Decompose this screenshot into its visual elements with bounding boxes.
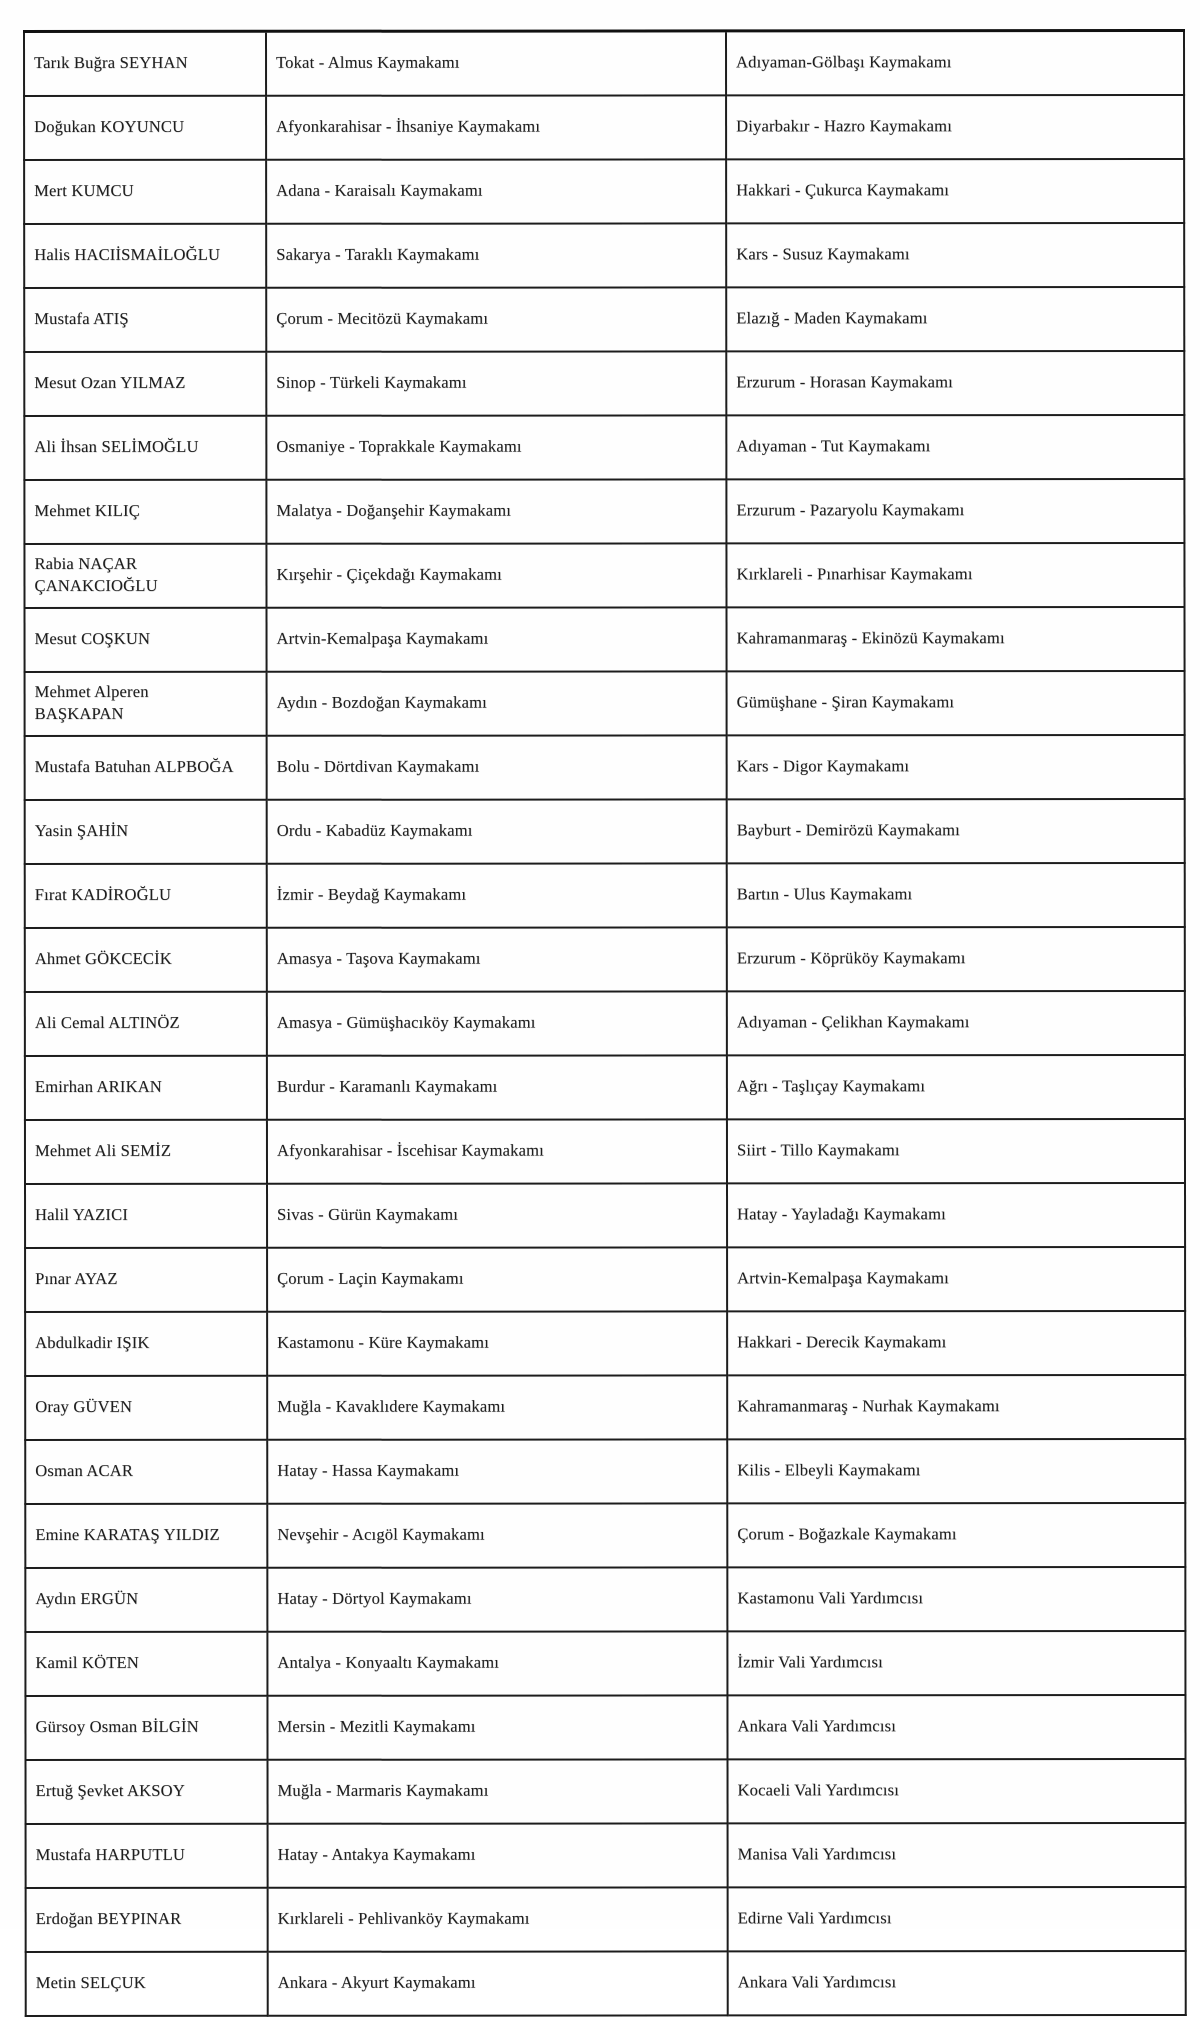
- name-cell: Pınar AYAZ: [25, 1248, 267, 1312]
- name-cell: Mert KUMCU: [24, 160, 266, 224]
- new-position-cell: Bartın - Ulus Kaymakamı: [727, 863, 1185, 927]
- current-position-cell: Hatay - Dörtyol Kaymakamı: [267, 1567, 727, 1631]
- name-cell: Mustafa HARPUTLU: [26, 1824, 268, 1888]
- table-row: [25, 1503, 1185, 1568]
- table-row: [25, 927, 1185, 992]
- new-position-cell: Kars - Susuz Kaymakamı: [726, 223, 1184, 287]
- name-cell: Halis HACIİSMAİLOĞLU: [24, 224, 266, 288]
- table-row: [24, 30, 1184, 96]
- table-row: [24, 479, 1184, 544]
- table-row: [25, 1439, 1185, 1504]
- name-cell: Doğukan KOYUNCU: [24, 96, 266, 160]
- name-cell: Halil YAZICI: [25, 1184, 267, 1248]
- current-position-cell: İzmir - Beydağ Kaymakamı: [267, 863, 727, 927]
- new-position-cell: Kahramanmaraş - Ekinözü Kaymakamı: [727, 607, 1185, 671]
- name-cell: Emine KARATAŞ YILDIZ: [25, 1504, 267, 1568]
- table-row: [26, 1951, 1186, 2016]
- current-position-cell: Osmaniye - Toprakkale Kaymakamı: [266, 415, 726, 479]
- new-position-cell: Siirt - Tillo Kaymakamı: [727, 1119, 1185, 1183]
- table-row: [24, 223, 1184, 288]
- table-row: [25, 799, 1185, 864]
- new-position-cell: Hakkari - Çukurca Kaymakamı: [726, 159, 1184, 223]
- current-position-cell: Malatya - Doğanşehir Kaymakamı: [266, 479, 726, 543]
- table-row: [26, 1759, 1186, 1824]
- current-position-cell: Burdur - Karamanlı Kaymakamı: [267, 1055, 727, 1119]
- current-position-cell: Sakarya - Taraklı Kaymakamı: [266, 223, 726, 287]
- table-row: [24, 287, 1184, 352]
- current-position-cell: Ordu - Kabadüz Kaymakamı: [267, 799, 727, 863]
- table-row: [25, 863, 1185, 928]
- current-position-cell: Hatay - Hassa Kaymakamı: [267, 1439, 727, 1503]
- current-position-cell: Adana - Karaisalı Kaymakamı: [266, 159, 726, 223]
- appointment-table-body: [24, 30, 1186, 2016]
- table-row: [24, 415, 1184, 480]
- name-cell: Aydın ERGÜN: [25, 1568, 267, 1632]
- current-position-cell: Tokat - Almus Kaymakamı: [266, 31, 726, 96]
- new-position-cell: Ankara Vali Yardımcısı: [727, 1695, 1185, 1759]
- new-position-cell: Kars - Digor Kaymakamı: [727, 735, 1185, 799]
- name-cell: Osman ACAR: [25, 1440, 267, 1504]
- name-cell: Mustafa Batuhan ALPBOĞA: [25, 736, 267, 800]
- appointment-table: [23, 29, 1187, 2017]
- table-row: [26, 1887, 1186, 1952]
- table-row: [25, 1311, 1185, 1376]
- name-cell: Ali Cemal ALTINÖZ: [25, 992, 267, 1056]
- name-cell: Mesut COŞKUN: [25, 608, 267, 672]
- name-cell: Fırat KADİROĞLU: [25, 864, 267, 928]
- new-position-cell: Kırklareli - Pınarhisar Kaymakamı: [726, 543, 1184, 607]
- new-position-cell: Manisa Vali Yardımcısı: [728, 1823, 1186, 1887]
- name-cell: Mesut Ozan YILMAZ: [24, 352, 266, 416]
- new-position-cell: Edirne Vali Yardımcısı: [728, 1887, 1186, 1951]
- table-row: [24, 351, 1184, 416]
- name-cell: Ertuğ Şevket AKSOY: [26, 1760, 268, 1824]
- current-position-cell: Amasya - Taşova Kaymakamı: [267, 927, 727, 991]
- new-position-cell: Erzurum - Horasan Kaymakamı: [726, 351, 1184, 415]
- name-cell: Oray GÜVEN: [25, 1376, 267, 1440]
- table-row: [25, 1055, 1185, 1120]
- name-cell: Erdoğan BEYPINAR: [26, 1888, 268, 1952]
- current-position-cell: Hatay - Antakya Kaymakamı: [268, 1823, 728, 1887]
- new-position-cell: Adıyaman-Gölbaşı Kaymakamı: [726, 30, 1184, 95]
- new-position-cell: Elazığ - Maden Kaymakamı: [726, 287, 1184, 351]
- table-row: [25, 1247, 1185, 1312]
- table-row: [25, 1183, 1185, 1248]
- new-position-cell: Çorum - Boğazkale Kaymakamı: [727, 1503, 1185, 1567]
- current-position-cell: Çorum - Mecitözü Kaymakamı: [266, 287, 726, 351]
- new-position-cell: Artvin-Kemalpaşa Kaymakamı: [727, 1247, 1185, 1311]
- name-cell: Kamil KÖTEN: [25, 1632, 267, 1696]
- name-cell: Emirhan ARIKAN: [25, 1056, 267, 1120]
- name-cell: Gürsoy Osman BİLGİN: [25, 1696, 267, 1760]
- name-cell: Tarık Buğra SEYHAN: [24, 31, 266, 96]
- current-position-cell: Muğla - Marmaris Kaymakamı: [268, 1759, 728, 1823]
- table-row: [24, 159, 1184, 224]
- new-position-cell: Bayburt - Demirözü Kaymakamı: [727, 799, 1185, 863]
- name-cell: Mustafa ATIŞ: [24, 288, 266, 352]
- name-cell: Ahmet GÖKCECİK: [25, 928, 267, 992]
- current-position-cell: Sinop - Türkeli Kaymakamı: [266, 351, 726, 415]
- name-cell: Mehmet KILIÇ: [24, 480, 266, 544]
- current-position-cell: Çorum - Laçin Kaymakamı: [267, 1247, 727, 1311]
- new-position-cell: Erzurum - Köprüköy Kaymakamı: [727, 927, 1185, 991]
- new-position-cell: Gümüşhane - Şiran Kaymakamı: [727, 671, 1185, 735]
- table-row: [25, 1375, 1185, 1440]
- new-position-cell: Erzurum - Pazaryolu Kaymakamı: [726, 479, 1184, 543]
- new-position-cell: Kilis - Elbeyli Kaymakamı: [727, 1439, 1185, 1503]
- current-position-cell: Aydın - Bozdoğan Kaymakamı: [267, 671, 727, 735]
- table-row: [25, 1567, 1185, 1632]
- new-position-cell: Kocaeli Vali Yardımcısı: [728, 1759, 1186, 1823]
- new-position-cell: Kahramanmaraş - Nurhak Kaymakamı: [727, 1375, 1185, 1439]
- table-row: [25, 991, 1185, 1056]
- current-position-cell: Kastamonu - Küre Kaymakamı: [267, 1311, 727, 1375]
- table-row: [25, 1695, 1185, 1760]
- table-row: [25, 1631, 1185, 1696]
- name-cell: Ali İhsan SELİMOĞLU: [24, 416, 266, 480]
- current-position-cell: Sivas - Gürün Kaymakamı: [267, 1183, 727, 1247]
- current-position-cell: Kırklareli - Pehlivanköy Kaymakamı: [268, 1887, 728, 1951]
- new-position-cell: İzmir Vali Yardımcısı: [727, 1631, 1185, 1695]
- current-position-cell: Afyonkarahisar - İhsaniye Kaymakamı: [266, 95, 726, 159]
- new-position-cell: Ankara Vali Yardımcısı: [728, 1951, 1186, 2015]
- new-position-cell: Ağrı - Taşlıçay Kaymakamı: [727, 1055, 1185, 1119]
- name-cell: Metin SELÇUK: [26, 1952, 268, 2016]
- name-cell: Abdulkadir IŞIK: [25, 1312, 267, 1376]
- new-position-cell: Hakkari - Derecik Kaymakamı: [727, 1311, 1185, 1375]
- name-cell: Mehmet Alperen BAŞKAPAN: [25, 672, 267, 736]
- table-row: [24, 95, 1184, 160]
- new-position-cell: Kastamonu Vali Yardımcısı: [727, 1567, 1185, 1631]
- table-row: [25, 671, 1185, 736]
- new-position-cell: Diyarbakır - Hazro Kaymakamı: [726, 95, 1184, 159]
- current-position-cell: Artvin-Kemalpaşa Kaymakamı: [267, 607, 727, 671]
- current-position-cell: Kırşehir - Çiçekdağı Kaymakamı: [266, 543, 726, 607]
- current-position-cell: Mersin - Mezitli Kaymakamı: [267, 1695, 727, 1759]
- new-position-cell: Hatay - Yayladağı Kaymakamı: [727, 1183, 1185, 1247]
- table-row: [25, 735, 1185, 800]
- name-cell: Yasin ŞAHİN: [25, 800, 267, 864]
- name-cell: Mehmet Ali SEMİZ: [25, 1120, 267, 1184]
- name-cell: Rabia NAÇAR ÇANAKCIOĞLU: [24, 544, 266, 608]
- current-position-cell: Antalya - Konyaaltı Kaymakamı: [267, 1631, 727, 1695]
- current-position-cell: Afyonkarahisar - İscehisar Kaymakamı: [267, 1119, 727, 1183]
- table-row: [24, 543, 1184, 608]
- current-position-cell: Nevşehir - Acıgöl Kaymakamı: [267, 1503, 727, 1567]
- new-position-cell: Adıyaman - Çelikhan Kaymakamı: [727, 991, 1185, 1055]
- current-position-cell: Muğla - Kavaklıdere Kaymakamı: [267, 1375, 727, 1439]
- table-row: [25, 1119, 1185, 1184]
- current-position-cell: Bolu - Dörtdivan Kaymakamı: [267, 735, 727, 799]
- table-row: [26, 1823, 1186, 1888]
- table-row: [25, 607, 1185, 672]
- current-position-cell: Ankara - Akyurt Kaymakamı: [268, 1951, 728, 2015]
- current-position-cell: Amasya - Gümüşhacıköy Kaymakamı: [267, 991, 727, 1055]
- new-position-cell: Adıyaman - Tut Kaymakamı: [726, 415, 1184, 479]
